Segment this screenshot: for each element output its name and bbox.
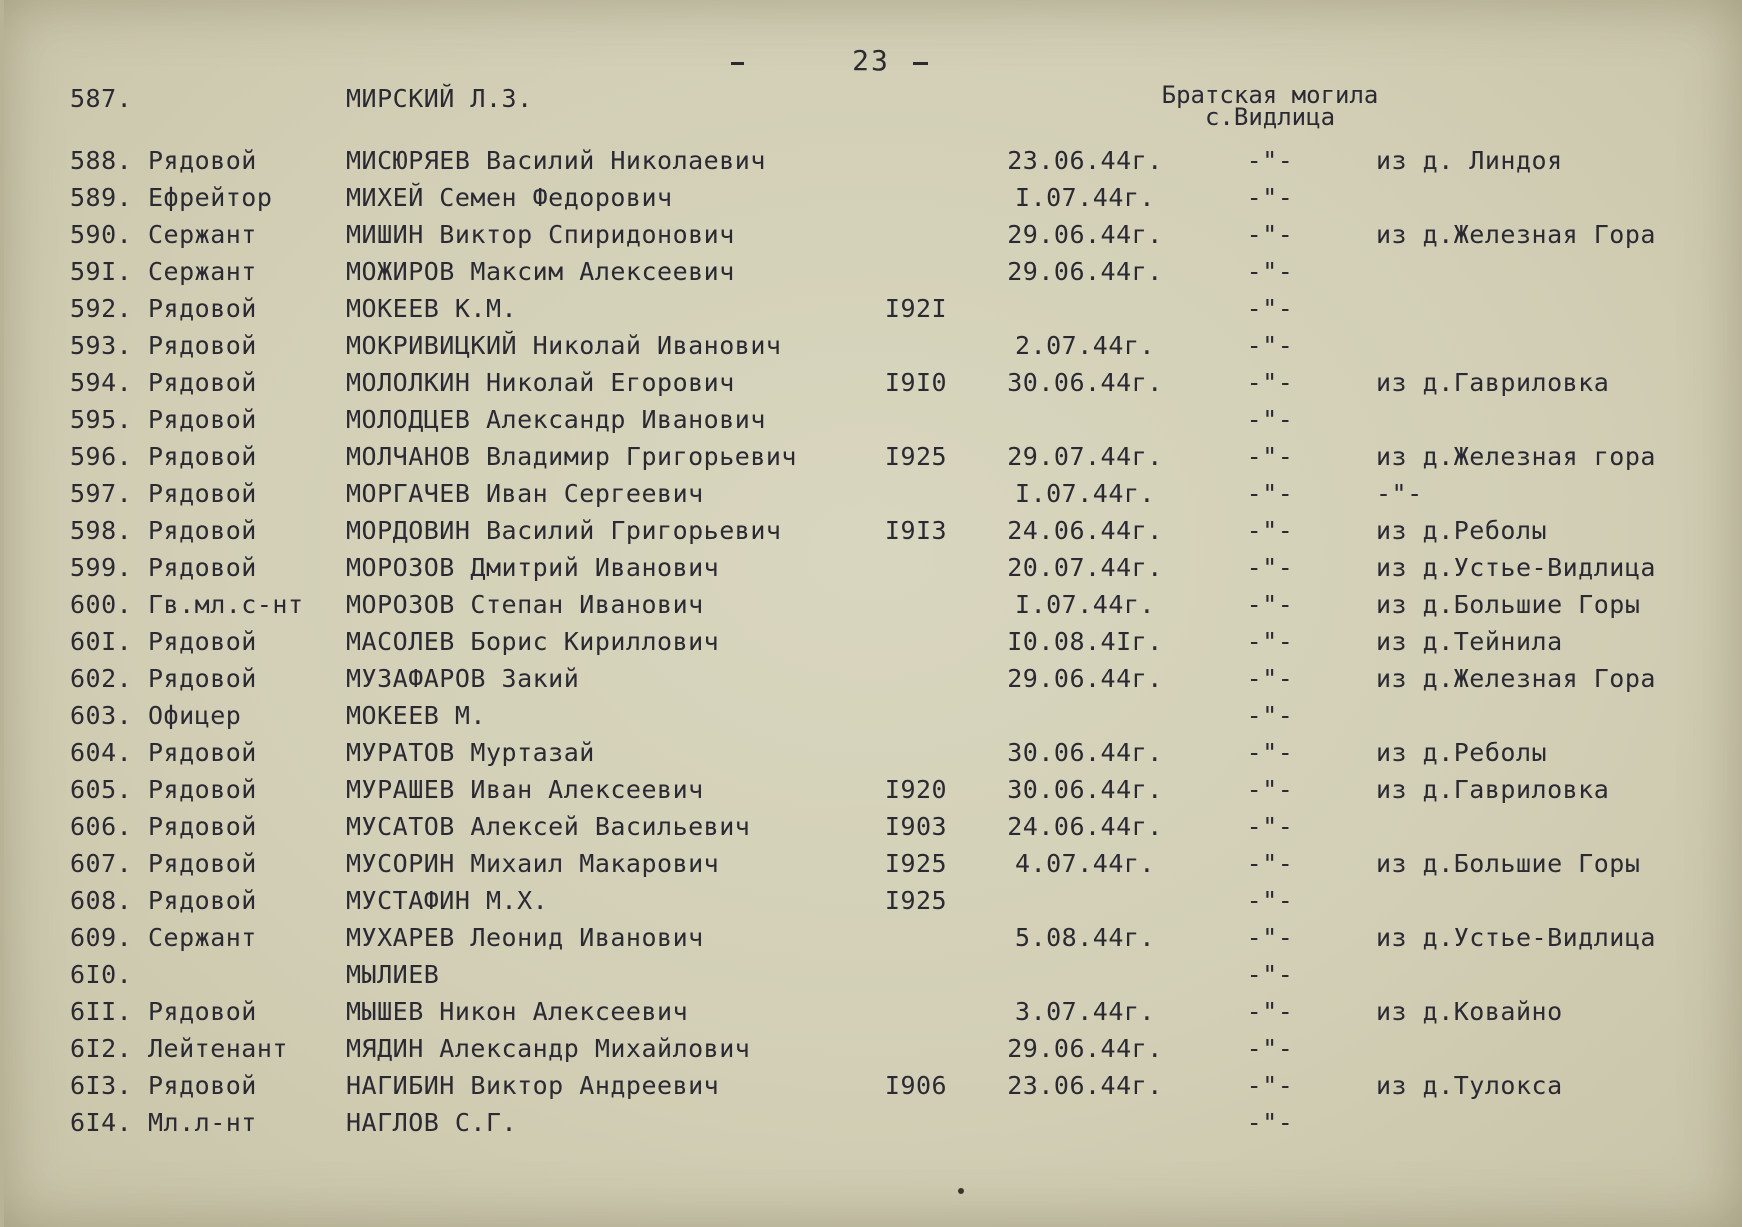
entry-name: МОКЕЕВ К.М. [346, 294, 518, 323]
entry-burial-place: -"- [1246, 257, 1294, 286]
table-row [0, 849, 1742, 886]
burial-place-heading [1130, 81, 1410, 131]
entry-burial-place: -"- [1246, 664, 1294, 693]
entry-origin: из д.Реболы [1376, 738, 1548, 767]
entry-burial-place: -"- [1246, 812, 1294, 841]
entry-name: МОРДОВИН Василий Григорьевич [346, 516, 782, 545]
entry-burial-place: -"- [1246, 442, 1294, 471]
entry-name: НАГИБИН Виктор Андреевич [346, 1071, 720, 1100]
entry-death-date: 30.06.44г. [1007, 775, 1163, 804]
entry-death-date: 4.07.44г. [1015, 849, 1155, 878]
entry-death-date: 29.06.44г. [1007, 664, 1163, 693]
table-row [0, 627, 1742, 664]
entry-number: 6I4. [70, 1108, 133, 1137]
entry-death-date: 29.06.44г. [1007, 220, 1163, 249]
entry-number: 592. [70, 294, 133, 323]
entry-name: МОЛОДЦЕВ Александр Иванович [346, 405, 766, 434]
entry-birth-year: I925 [884, 886, 948, 915]
entry-number: 603. [70, 701, 133, 730]
table-row [0, 886, 1742, 923]
entry-number: 607. [70, 849, 133, 878]
entry-burial-place: -"- [1246, 1108, 1294, 1137]
entry-origin: из д.Железная Гора [1376, 220, 1656, 249]
table-row [0, 997, 1742, 1034]
table-row [0, 294, 1742, 331]
entry-burial-place: -"- [1246, 701, 1294, 730]
entry-number: 606. [70, 812, 133, 841]
entry-number: 595. [70, 405, 133, 434]
entry-death-date: 24.06.44г. [1007, 812, 1163, 841]
entry-name: МИХЕЙ Семен Федорович [346, 183, 673, 212]
entry-birth-year: I9I3 [884, 516, 948, 545]
entry-rank: Ефрейтор [148, 183, 273, 212]
table-row [0, 220, 1742, 257]
entry-origin: из д.Устье-Видлица [1376, 553, 1656, 582]
table-row [0, 590, 1742, 627]
entry-burial-place: -"- [1246, 627, 1294, 656]
entry-rank: Лейтенант [148, 1034, 288, 1063]
table-row [0, 183, 1742, 220]
table-row [0, 701, 1742, 738]
entry-death-date: 29.07.44г. [1007, 442, 1163, 471]
entry-number: 604. [70, 738, 133, 767]
table-row [0, 1071, 1742, 1108]
entry-death-date: 23.06.44г. [1007, 1071, 1163, 1100]
entry-burial-place: -"- [1246, 886, 1294, 915]
entry-name: МИШИН Виктор Спиридонович [346, 220, 735, 249]
entry-burial-place: -"- [1246, 146, 1294, 175]
table-row [0, 664, 1742, 701]
entry-burial-place: -"- [1246, 1071, 1294, 1100]
entry-death-date: 23.06.44г. [1007, 146, 1163, 175]
entry-burial-place: -"- [1246, 368, 1294, 397]
entry-burial-place: -"- [1246, 516, 1294, 545]
first-entry-row [0, 81, 1742, 140]
entry-death-date: I.07.44г. [1015, 183, 1155, 212]
table-row [0, 1108, 1742, 1145]
entry-name: НАГЛОВ С.Г. [346, 1108, 518, 1137]
table-row [0, 516, 1742, 553]
table-row [0, 1034, 1742, 1071]
entry-death-date: 29.06.44г. [1007, 257, 1163, 286]
entry-rank: Рядовой [148, 405, 257, 434]
page-number-dash-right [913, 62, 928, 65]
entry-rank: Рядовой [148, 664, 257, 693]
entry-death-date: 29.06.44г. [1007, 1034, 1163, 1063]
table-row [0, 960, 1742, 997]
entry-number: 6I2. [70, 1034, 133, 1063]
entry-name: МОЛОЛКИН Николай Егорович [346, 368, 735, 397]
entry-rank: Рядовой [148, 368, 257, 397]
entry-death-date: 20.07.44г. [1007, 553, 1163, 582]
entry-origin: из д.Большие Горы [1376, 849, 1641, 878]
entry-number: 598. [70, 516, 133, 545]
entry-burial-place: -"- [1246, 923, 1294, 952]
entry-number: 594. [70, 368, 133, 397]
entry-name: МУСОРИН Михаил Макарович [346, 849, 720, 878]
entry-burial-place: -"- [1246, 479, 1294, 508]
entry-rank: Гв.мл.с-нт [148, 590, 304, 619]
table-row [0, 479, 1742, 516]
entry-name: МУХАРЕВ Леонид Иванович [346, 923, 704, 952]
entry-burial-place: -"- [1246, 1034, 1294, 1063]
entry-number: 605. [70, 775, 133, 804]
entry-burial-place: -"- [1246, 775, 1294, 804]
entry-birth-year: I920 [884, 775, 948, 804]
entry-birth-year: I925 [884, 442, 948, 471]
entry-death-date: 3.07.44г. [1015, 997, 1155, 1026]
entry-death-date: 30.06.44г. [1007, 738, 1163, 767]
entry-death-date: 24.06.44г. [1007, 516, 1163, 545]
entry-burial-place: -"- [1246, 590, 1294, 619]
entry-origin: из д.Реболы [1376, 516, 1548, 545]
table-row [0, 368, 1742, 405]
entry-origin: из д.Гавриловка [1376, 775, 1610, 804]
entry-name: МОРОЗОВ Дмитрий Иванович [346, 553, 720, 582]
entry-origin: из д.Устье-Видлица [1376, 923, 1656, 952]
table-row [0, 775, 1742, 812]
entry-burial-place: -"- [1246, 183, 1294, 212]
entry-rank: Рядовой [148, 1071, 257, 1100]
entry-rank: Рядовой [148, 516, 257, 545]
entry-origin: из д.Ковайно [1376, 997, 1563, 1026]
entry-number: 596. [70, 442, 133, 471]
entry-burial-place: -"- [1246, 960, 1294, 989]
entry-rank: Рядовой [148, 479, 257, 508]
entry-number: 59I. [70, 257, 133, 286]
entry-death-date: I0.08.4Iг. [1007, 627, 1163, 656]
entry-burial-place: -"- [1246, 220, 1294, 249]
entry-origin: из д.Железная Гора [1376, 664, 1656, 693]
entry-burial-place: -"- [1246, 294, 1294, 323]
entry-rank: Рядовой [148, 812, 257, 841]
burial-heading-line1: Братская могила [1161, 81, 1379, 109]
entry-number: 6I3. [70, 1071, 133, 1100]
entry-birth-year: I925 [884, 849, 948, 878]
entry-birth-year: I903 [884, 812, 948, 841]
entry-name: МОКЕЕВ М. [346, 701, 486, 730]
table-row [0, 331, 1742, 368]
entry-name: МОЛЧАНОВ Владимир Григорьевич [346, 442, 797, 471]
entry-name: МУСТАФИН М.Х. [346, 886, 549, 915]
table-row [0, 923, 1742, 960]
entry-birth-year: I906 [884, 1071, 948, 1100]
entry-name: МЫШЕВ Никон Алексеевич [346, 997, 689, 1026]
entry-rank: Рядовой [148, 849, 257, 878]
entry-number: 588. [70, 146, 133, 175]
table-row [0, 257, 1742, 294]
entry-number: 599. [70, 553, 133, 582]
entry-number: 602. [70, 664, 133, 693]
ink-spot [958, 1188, 964, 1194]
entry-origin: из д.Большие Горы [1376, 590, 1641, 619]
entry-name: МУРАТОВ Муртазай [346, 738, 595, 767]
entry-birth-year: I9I0 [884, 368, 948, 397]
entry-rank: Рядовой [148, 553, 257, 582]
entry-number: 590. [70, 220, 133, 249]
entry-name: МЯДИН Александр Михайлович [346, 1034, 751, 1063]
entry-number: 587. [70, 84, 133, 113]
entry-name: МОКРИВИЦКИЙ Николай Иванович [346, 331, 782, 360]
entry-name: МИРСКИЙ Л.З. [346, 84, 533, 113]
entry-number: 593. [70, 331, 133, 360]
entry-origin: из д. Линдоя [1376, 146, 1563, 175]
entry-birth-year: I92I [884, 294, 948, 323]
entry-rank: Сержант [148, 220, 257, 249]
entry-name: МУСАТОВ Алексей Васильевич [346, 812, 751, 841]
table-row [0, 553, 1742, 590]
table-row [0, 405, 1742, 442]
entry-name: МУРАШЕВ Иван Алексеевич [346, 775, 704, 804]
entry-rank: Рядовой [148, 331, 257, 360]
entry-name: МИСЮРЯЕВ Василий Николаевич [346, 146, 766, 175]
entry-rank: Сержант [148, 923, 257, 952]
entry-rank: Рядовой [148, 738, 257, 767]
entry-rank: Мл.л-нт [148, 1108, 257, 1137]
entry-burial-place: -"- [1246, 997, 1294, 1026]
entry-origin: из д.Гавриловка [1376, 368, 1610, 397]
entry-name: МУЗАФАРОВ Закий [346, 664, 580, 693]
entry-number: 6II. [70, 997, 133, 1026]
entries-list [0, 146, 1742, 1145]
entry-rank: Рядовой [148, 775, 257, 804]
entry-rank: Рядовой [148, 294, 257, 323]
entry-name: МАСОЛЕВ Борис Кириллович [346, 627, 720, 656]
table-row [0, 812, 1742, 849]
entry-rank: Сержант [148, 257, 257, 286]
table-row [0, 146, 1742, 183]
entry-name: МОРОЗОВ Степан Иванович [346, 590, 704, 619]
entry-rank: Рядовой [148, 997, 257, 1026]
entry-death-date: I.07.44г. [1015, 479, 1155, 508]
entry-death-date: 2.07.44г. [1015, 331, 1155, 360]
entry-rank: Рядовой [148, 886, 257, 915]
entry-burial-place: -"- [1246, 738, 1294, 767]
entry-name: МЫЛИЕВ [346, 960, 440, 989]
entry-rank: Офицер [148, 701, 242, 730]
entry-rank: Рядовой [148, 442, 257, 471]
entry-death-date: 30.06.44г. [1007, 368, 1163, 397]
entry-burial-place: -"- [1246, 849, 1294, 878]
entry-number: 6I0. [70, 960, 133, 989]
entry-rank: Рядовой [148, 627, 257, 656]
entry-burial-place: -"- [1246, 331, 1294, 360]
entry-death-date: I.07.44г. [1015, 590, 1155, 619]
entry-death-date: 5.08.44г. [1015, 923, 1155, 952]
entry-origin: из д.Тулокса [1376, 1071, 1563, 1100]
entry-origin: из д.Железная гора [1376, 442, 1656, 471]
entry-name: МОРГАЧЕВ Иван Сергеевич [346, 479, 704, 508]
table-row [0, 738, 1742, 775]
entry-rank: Рядовой [148, 146, 257, 175]
entry-number: 600. [70, 590, 133, 619]
entry-number: 60I. [70, 627, 133, 656]
entry-origin: -"- [1376, 479, 1423, 508]
entry-origin: из д.Тейнила [1376, 627, 1563, 656]
entry-number: 589. [70, 183, 133, 212]
entry-number: 597. [70, 479, 133, 508]
entry-number: 609. [70, 923, 133, 952]
table-row [0, 442, 1742, 479]
burial-heading-line2: с.Видлица [1204, 103, 1336, 131]
entry-burial-place: -"- [1246, 553, 1294, 582]
entry-name: МОЖИРОВ Максим Алексеевич [346, 257, 735, 286]
page-number: 23 [852, 44, 890, 77]
entry-burial-place: -"- [1246, 405, 1294, 434]
entry-number: 608. [70, 886, 133, 915]
